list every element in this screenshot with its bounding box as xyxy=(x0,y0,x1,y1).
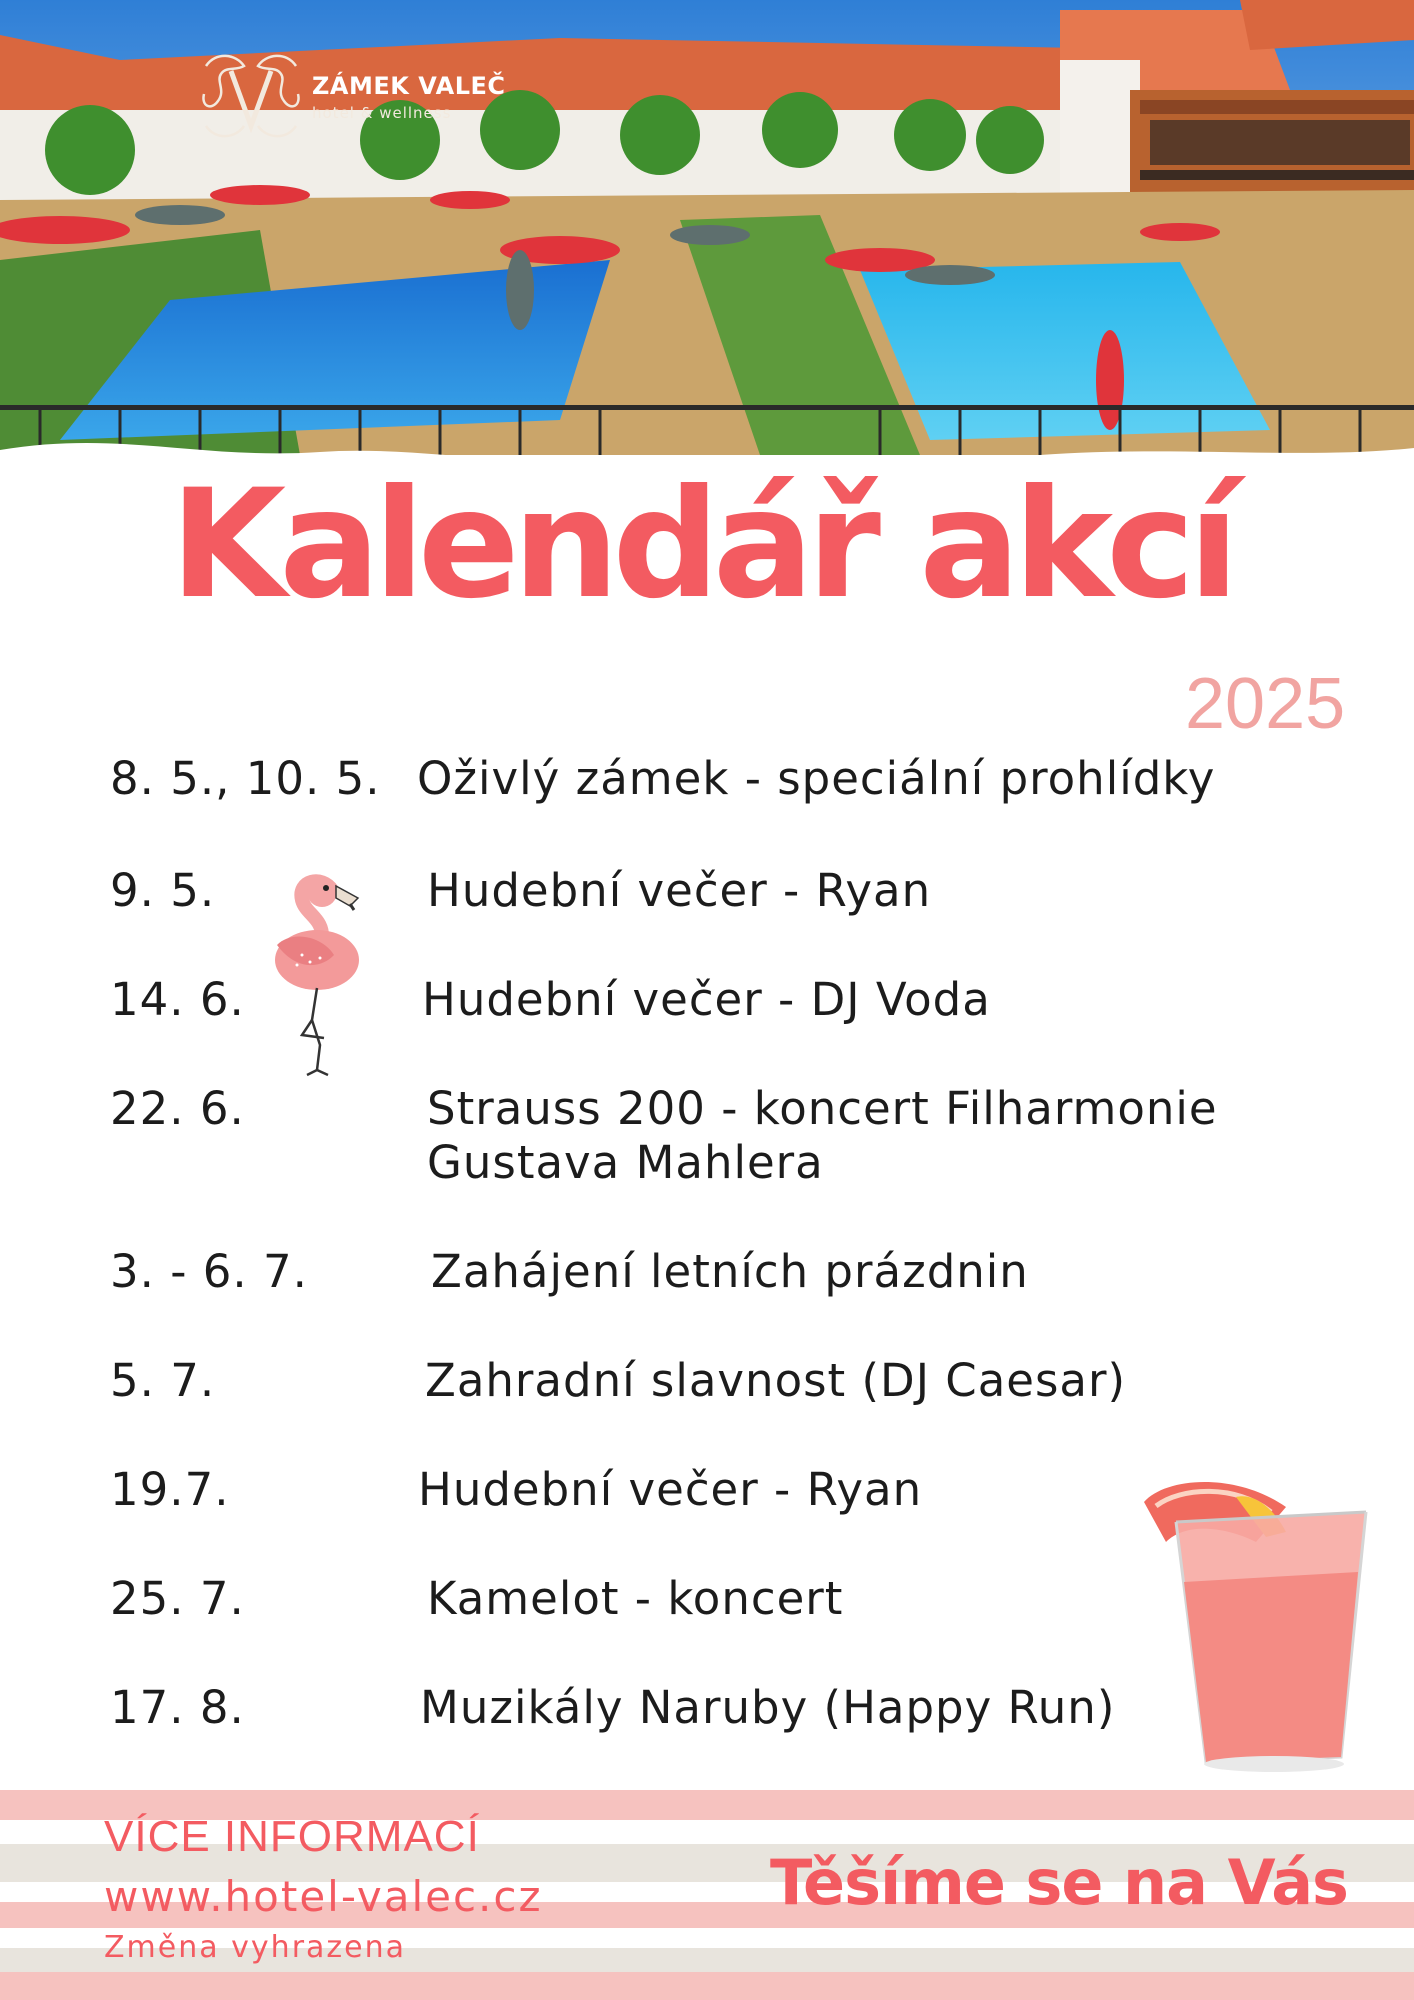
brand-tagline: hotel & wellness xyxy=(312,104,452,122)
event-date: 9. 5. xyxy=(110,864,216,917)
event-date: 19.7. xyxy=(110,1463,230,1516)
event-name: Zahradní slavnost (DJ Caesar) xyxy=(425,1354,1127,1407)
event-date: 3. - 6. 7. xyxy=(110,1245,308,1298)
event-date: 5. 7. xyxy=(110,1354,216,1407)
event-date: 22. 6. xyxy=(110,1082,245,1135)
event-name: Zahájení letních prázdnin xyxy=(431,1245,1029,1298)
event-date: 25. 7. xyxy=(110,1572,245,1625)
brand-name: ZÁMEK VALEČ xyxy=(312,72,506,100)
footer-stripe xyxy=(0,1972,1414,2000)
event-date: 8. 5., 10. 5. xyxy=(110,752,381,805)
grapefruit-drink-illustration xyxy=(1136,1472,1414,1774)
year-label: 2025 xyxy=(1185,664,1346,744)
more-info-label: VÍCE INFORMACÍ xyxy=(104,1812,480,1861)
event-name: Muzikály Naruby (Happy Run) xyxy=(420,1681,1116,1734)
page-title: Kalendář akcí xyxy=(170,458,1233,632)
flamingo-illustration xyxy=(262,870,387,1080)
website-link[interactable]: www.hotel-valec.cz xyxy=(104,1872,543,1921)
event-name: Kamelot - koncert xyxy=(427,1572,844,1625)
event-date: 14. 6. xyxy=(110,973,245,1026)
monogram-v-logo xyxy=(196,46,306,146)
event-name: Hudební večer - DJ Voda xyxy=(422,973,991,1026)
event-name: Hudební večer - Ryan xyxy=(427,864,932,917)
event-name: Hudební večer - Ryan xyxy=(418,1463,923,1516)
greeting-text: Těšíme se na Vás xyxy=(770,1846,1348,1919)
event-date: 17. 8. xyxy=(110,1681,245,1734)
change-notice: Změna vyhrazena xyxy=(104,1930,407,1965)
event-name: Strauss 200 - koncert Filharmonie xyxy=(427,1082,1218,1135)
event-name-continued: Gustava Mahlera xyxy=(427,1136,824,1189)
event-name: Oživlý zámek - speciální prohlídky xyxy=(417,752,1216,805)
